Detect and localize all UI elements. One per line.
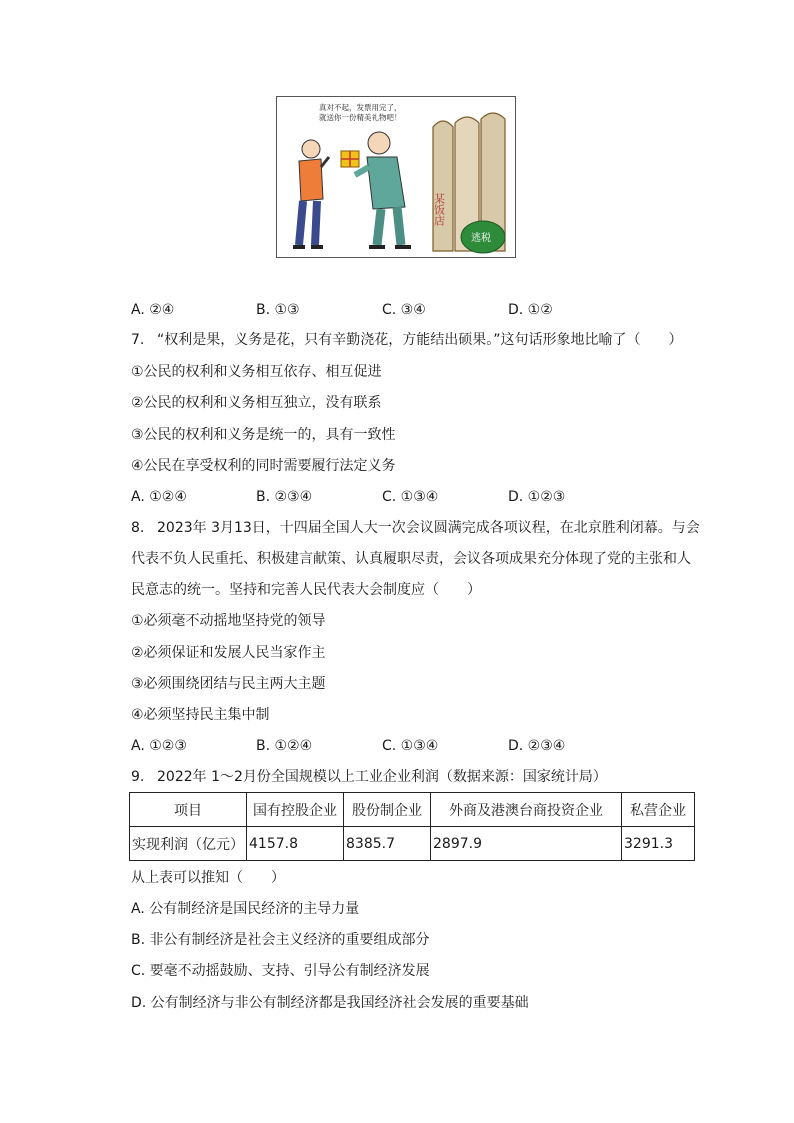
table-header-row: [130, 793, 695, 827]
q9-option-a[interactable]: A. 公有制经济是国民经济的主导力量: [131, 901, 360, 917]
q9-after-text: 从上表可以推知（ ）: [131, 870, 285, 886]
q7-item-4: ④公民在享受权利的同时需要履行法定义务: [131, 458, 396, 474]
cartoon-drawing: [277, 97, 516, 258]
q7-option-b[interactable]: B. ②③④: [256, 489, 313, 505]
q8-stem-line-2: 代表不负人民重托、积极建言献策、认真履职尽责，会议各项成果充分体现了党的主张和人: [131, 551, 691, 567]
q7-option-d[interactable]: D. ①②③: [508, 489, 566, 505]
table-header-cell: 股份制企业: [344, 793, 431, 827]
q7-stem: [131, 330, 683, 350]
table-row: [130, 827, 695, 861]
q8-stem-text-1: 2023年 3月13日，十四届全国人大一次会议圆满完成各项议程，在北京胜利闭幕。与会: [157, 520, 700, 536]
waiter-figure: [355, 132, 411, 247]
speech-line-1: 真对不起，发票用完了，: [319, 103, 402, 112]
q6-option-d[interactable]: D. ①②: [508, 302, 553, 318]
q9-stem: [131, 767, 607, 787]
table-cell: 2897.9: [431, 827, 622, 861]
cartoon-illustration: [276, 96, 516, 258]
q8-item-1: ①必须毫不动摇地坚持党的领导: [131, 613, 326, 629]
shop-sign: 某饭店: [432, 193, 446, 226]
table-header-cell: 外商及港澳台商投资企业: [431, 793, 622, 827]
q8-item-2: ②必须保证和发展人民当家作主: [131, 645, 326, 661]
q7-option-c[interactable]: C. ①③④: [382, 489, 439, 505]
q8-number: 8.: [131, 520, 145, 536]
q8-option-c[interactable]: C. ①③④: [382, 738, 439, 754]
table-cell: 4157.8: [247, 827, 344, 861]
q7-item-3: ③公民的权利和义务是统一的，具有一致性: [131, 427, 396, 443]
q6-option-a[interactable]: A. ②④: [131, 302, 175, 318]
q8-stem-line-1: [131, 518, 700, 538]
table-header-cell: 私营企业: [622, 793, 695, 827]
q7-option-a[interactable]: A. ①②④: [131, 489, 187, 505]
q9-option-c[interactable]: C. 要毫不动摇鼓励、支持、引导公有制经济发展: [131, 963, 430, 979]
q8-stem-line-3: 民意志的统一。坚持和完善人民代表大会制度应（ ）: [131, 582, 481, 598]
table-cell: 8385.7: [344, 827, 431, 861]
speech-line-2: 就送你一份精美礼物吧！: [319, 113, 402, 122]
q8-item-3: ③必须围绕团结与民主两大主题: [131, 676, 326, 692]
q7-item-2: ②公民的权利和义务相互独立，没有联系: [131, 395, 382, 411]
q9-stem-text: 2022年 1～2月份全国规模以上工业企业利润（数据来源：国家统计局）: [157, 769, 607, 785]
q9-number: 9.: [131, 769, 145, 785]
q7-stem-text: “权利是果，义务是花，只有辛勤浇花，方能结出硕果。”这句话形象地比喻了（ ）: [157, 332, 683, 348]
q8-option-d[interactable]: D. ②③④: [508, 738, 566, 754]
customer-figure: [293, 140, 329, 247]
q8-item-4: ④必须坚持民主集中制: [131, 707, 270, 723]
bag-label: 逃税: [471, 233, 491, 244]
q7-number: 7.: [131, 332, 145, 348]
q9-option-b[interactable]: B. 非公有制经济是社会主义经济的重要组成部分: [131, 932, 430, 948]
table-cell: 实现利润（亿元）: [130, 827, 247, 861]
profit-table: [129, 792, 695, 861]
table-header-cell: 国有控股企业: [247, 793, 344, 827]
table-cell: 3291.3: [622, 827, 695, 861]
q9-option-d[interactable]: D. 公有制经济与非公有制经济都是我国经济社会发展的重要基础: [131, 995, 529, 1011]
q6-option-b[interactable]: B. ①③: [256, 302, 300, 318]
table-header-cell: 项目: [130, 793, 247, 827]
q7-item-1: ①公民的权利和义务相互依存、相互促进: [131, 364, 382, 380]
q8-option-a[interactable]: A. ①②③: [131, 738, 187, 754]
q8-option-b[interactable]: B. ①②④: [256, 738, 313, 754]
q6-option-c[interactable]: C. ③④: [382, 302, 426, 318]
